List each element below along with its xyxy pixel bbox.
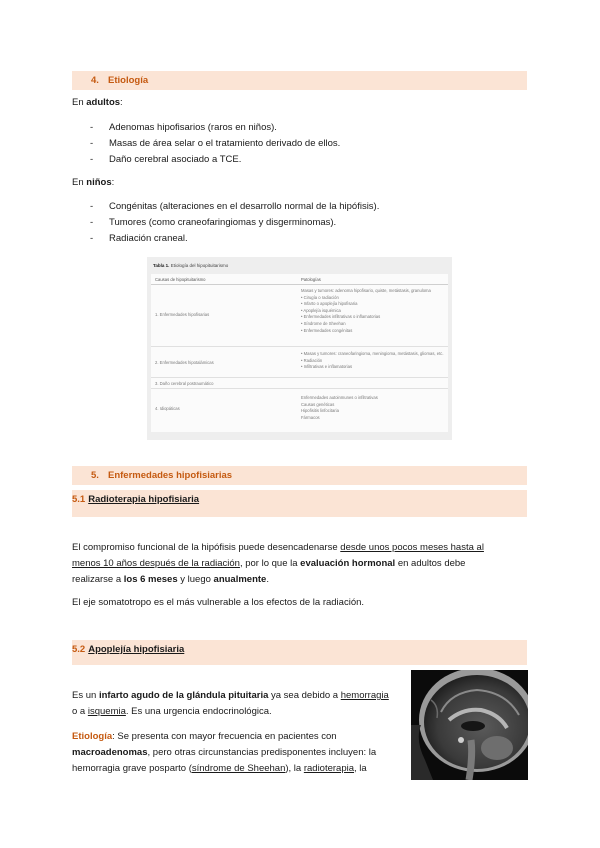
text-run: en adultos debe <box>395 558 466 569</box>
table-item: • Enfermedades infiltrativas o inflamatorias <box>301 314 381 320</box>
subsection-5-1-heading <box>72 490 527 517</box>
table-caption-text: Etiología del hipopituitarismo <box>170 263 229 268</box>
paragraph-line <box>72 541 512 555</box>
text-run: El compromiso funcional de la hipófisis puede desencadenarse <box>72 542 341 553</box>
paragraph-5-2-b <box>72 730 402 776</box>
table-cell-cause: 1. Enfermedades hipofisarias <box>155 312 210 317</box>
etiology-table-image <box>147 257 452 440</box>
table-item: • Masas y tumores: craneofaringioma, meningioma, metástasis, gliomas, etc. <box>301 351 444 356</box>
table-item: Causas genéticas <box>301 401 335 407</box>
section-4-title: Etiología <box>108 75 149 86</box>
table-caption-bold: Tabla 1. <box>153 263 170 268</box>
text-run: : Se presenta con mayor frecuencia en pacientes con <box>112 731 337 742</box>
text-run: , la <box>354 763 367 774</box>
table-item: Enfermedades autoinmunes o infiltrativas <box>301 395 378 400</box>
children-bold: niños <box>86 177 112 188</box>
bold-run: los 6 meses <box>123 574 178 585</box>
subsection-5-1-title: Radioterapia hipofisiaria <box>88 494 200 505</box>
list-item-text: Daño cerebral asociado a TCE. <box>109 154 242 165</box>
table-item: Masas y tumores: adenoma hipofisario, quiste, metástasis, granuloma <box>301 288 431 293</box>
bullet-dash: - <box>90 138 94 149</box>
section-4-number: 4. <box>91 75 99 86</box>
text-run: ya sea debido a <box>268 690 341 701</box>
children-label <box>72 176 512 190</box>
adults-post: : <box>120 97 123 108</box>
list-item-text: Masas de área selar o el tratamiento derivado de ellos. <box>109 138 341 149</box>
table-row <box>151 347 448 378</box>
text-run: o a <box>72 706 88 717</box>
text-run: realizarse a <box>72 574 124 585</box>
text-run: ), la <box>285 763 304 774</box>
underlined-run: desde unos pocos meses hasta al <box>340 542 484 553</box>
paragraph-line <box>72 746 402 760</box>
table-cell-items <box>301 395 378 421</box>
table-body <box>151 274 448 432</box>
text-run: . Es una urgencia endocrinológica. <box>125 706 272 717</box>
paragraph-line <box>72 557 512 571</box>
table-item: • Infiltrativas e inflamatorias <box>301 364 353 370</box>
text-run: y luego <box>177 574 214 585</box>
bullet-dash: - <box>90 217 94 228</box>
list-item-text: Radiación craneal. <box>109 233 188 244</box>
table-row <box>151 378 448 389</box>
adults-bold: adultos <box>86 97 121 108</box>
table-cell-items <box>301 288 431 334</box>
table-item: Hipofisitis linfocitaria <box>301 408 339 414</box>
section-5-title: Enfermedades hipofisiarias <box>108 470 233 481</box>
table-col-causes: Causas de hipopituitarismo <box>155 277 206 282</box>
paragraph-line <box>72 573 512 587</box>
table-row <box>151 389 448 429</box>
subsection-5-2-title: Apoplejía hipofisiaria <box>88 644 185 655</box>
bullet-dash: - <box>90 154 94 165</box>
mri-sagittal-image <box>411 670 528 780</box>
table-item: • Apoplejía isquémica <box>301 307 341 313</box>
subsection-5-2-number: 5.2 <box>72 644 86 655</box>
text-run: Es un <box>72 690 99 701</box>
underlined-run: radioterapia <box>303 763 355 774</box>
adults-label <box>72 96 512 110</box>
table-cell-items <box>301 351 444 371</box>
bold-run: infarto agudo de la glándula pituitaria <box>98 690 269 701</box>
adults-pre: En <box>72 97 87 108</box>
table-header <box>151 274 448 285</box>
bullet-dash: - <box>90 201 94 212</box>
underlined-run: hemorragia <box>340 690 389 701</box>
bold-run: macroadenomas <box>72 747 148 758</box>
underlined-run: menos 10 años después de la radiación <box>72 558 240 569</box>
table-cell-cause: 2. Enfermedades hipotalámicas <box>155 360 214 365</box>
mri-brain-drawing <box>411 670 528 780</box>
table-item: • Enfermedades congénitas <box>301 327 353 333</box>
paragraph-line <box>72 730 402 744</box>
children-pre: En <box>72 177 87 188</box>
section-5-number: 5. <box>91 470 99 481</box>
table-col-pathologies: Patologías <box>301 277 321 282</box>
paragraph-line <box>72 762 402 776</box>
list-item-text: Congénitas (alteraciones en el desarrollo normal de la hipófisis). <box>109 201 380 212</box>
section-5-heading <box>72 466 527 485</box>
list-item-text: Tumores (como craneofaringiomas y disgerminomas). <box>109 217 337 228</box>
table-cell-cause: 4. Idiopáticas <box>155 406 180 411</box>
bold-run: anualmente <box>213 574 267 585</box>
paragraph-line <box>72 689 402 703</box>
text-run: . <box>266 574 269 585</box>
children-post: : <box>111 177 115 188</box>
subsection-5-2-heading <box>72 640 527 665</box>
bold-run: evaluación hormonal <box>300 558 396 569</box>
table-item: • Cirugía o radiación <box>301 294 339 300</box>
subsection-5-1-number: 5.1 <box>72 494 86 505</box>
underlined-run: síndrome de Sheehan <box>191 763 286 774</box>
bullet-dash: - <box>90 233 94 244</box>
bullet-dash: - <box>90 122 94 133</box>
text-run: , por lo que la <box>239 558 301 569</box>
paragraph-line <box>72 705 402 719</box>
table-item: • Síndrome de Sheehan <box>301 320 346 326</box>
paragraph-5-2-a <box>72 689 402 719</box>
paragraph-5-1-b: El eje somatotropo es el más vulnerable a los efectos de la radiación. <box>72 597 365 608</box>
list-item-text: Adenomas hipofisarios (raros en niños). <box>109 122 277 133</box>
section-4-heading <box>72 71 527 90</box>
table-cell-cause: 3. Daño cerebral postraumático <box>155 381 214 386</box>
etiology-label: Etiología <box>72 731 113 742</box>
table-item: • Radiación <box>301 357 323 363</box>
table-row <box>151 285 448 347</box>
underlined-run: isquemia <box>87 706 126 717</box>
table-caption <box>153 263 228 268</box>
table-item: Fármacos <box>301 414 320 420</box>
text-run: , pero otras circunstancias predisponentes incluyen: la <box>147 747 377 758</box>
table-item: • Infarto o apoplejía hipofisaria <box>301 301 358 307</box>
text-run: hemorragia grave posparto ( <box>72 763 192 774</box>
paragraph-5-1-a <box>72 541 512 587</box>
